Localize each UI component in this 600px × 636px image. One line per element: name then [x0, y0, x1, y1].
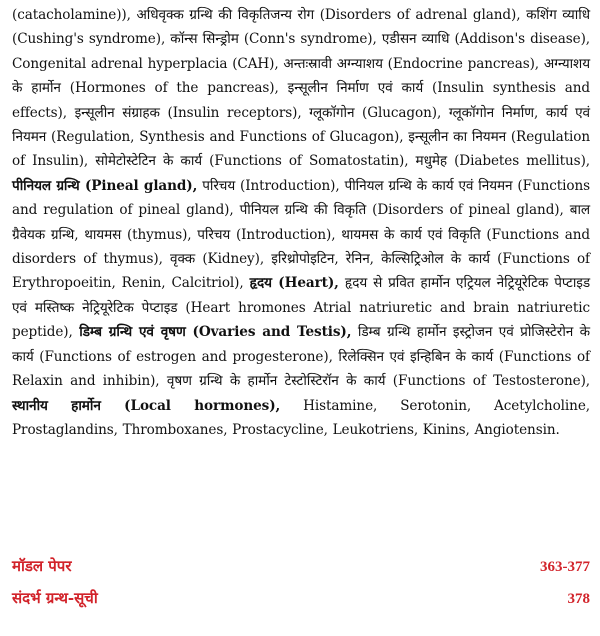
heading-pineal-gland: पीनियल ग्रन्थि (Pineal gland), — [12, 177, 198, 194]
heading-ovaries-testis: डिम्ब ग्रन्थि एवं वृषण (Ovaries and Testis), — [79, 324, 352, 341]
toc-pages-bibliography: 378 — [567, 591, 590, 607]
toc-label-model-paper: मॉडल पेपर — [12, 557, 72, 575]
toc-pages-model-paper: 363-377 — [540, 559, 590, 575]
text-segment-1: (catacholamine)), अधिवृक्क ग्रन्थि की विकृतिजन्य रोग (Disorders of adrenal gland), कशिंग व्याधि (Cushing's syndrome), कॉन्स सिन्ड्रोम (Conn's syndrome), एडीसन व्याधि (Addison's disease), Congenital adrenal hyperplacia (CAH), अन्तःस्रावी अग्न्याशय (Endocrine pancreas), अग्न्याशय के हार्मोन (Hormones of the pancreas), इन्सूलीन निर्माण एवं कार्य (Insulin synthesis and effects), इन्सूलीन संग्राहक (Insulin receptors), ग्लूकॉगोन (Glucagon), ग्लूकॉगोन निर्माण, कार्य एवं नियमन (Regulation, Synthesis and Functions of Glucagon), इन्सूलीन का नियमन (Regulation of Insulin), सोमेटोस्टेटिन के कार्य (Functions of Somatostatin), मधुमेह (Diabetes mellitus), — [12, 7, 590, 170]
body-paragraph — [12, 3, 590, 442]
toc-entry-bibliography[interactable] — [12, 588, 590, 612]
toc-entry-model-paper[interactable] — [12, 556, 590, 580]
heading-local-hormones: स्थानीय हार्मोन (Local hormones), — [12, 397, 281, 414]
heading-heart: हृदय (Heart), — [249, 275, 339, 292]
text-segment-2: परिचय (Introduction), पीनियल ग्रन्थि के कार्य एवं नियमन (Functions and regulation of pineal gland), पीनियल ग्रन्थि की विकृति (Disorders of pineal gland), बाल ग्रैवेयक ग्रन्थि, थायमस (thymus), परिचय (Introduction), थायमस के कार्य एवं विकृति (Functions and disorders of thymus), वृक्क (Kidney), इरिथ्रोपोइटिन, रेनिन, केल्सिट्रिओल के कार्य (Functions of Erythropoeitin, Renin, Calcitriol), — [12, 177, 591, 292]
text-segment-3: हृदय से प्रवित हार्मोन एट्रियल नेट्रियूरेटिक पेप्टाइड एवं मस्तिष्क नेट्रियूरेटिक पेप्टाइड (Heart hromones Atrial natriuretic and brain natriuretic peptide), — [12, 275, 590, 341]
text-segment-4: डिम्ब ग्रन्थि हार्मोन इस्ट्रोजन एवं प्रोजिस्टेरोन के कार्य (Functions of estrogen and progesterone), रिलेक्सिन एवं इन्हिबिन के कार्य (Functions of Relaxin and inhibin), वृषण ग्रन्थि के हार्मोन टेस्टोस्टिरॉन के कार्य (Functions of Testosterone), — [12, 324, 590, 390]
text-segment-5: Histamine, Serotonin, Acetylcholine, Prostaglandins, Thromboxanes, Prostacycline, Leukotriens, Kinins, Angiotensin. — [12, 397, 590, 438]
toc-label-bibliography: संदर्भ ग्रन्थ-सूची — [12, 589, 98, 607]
